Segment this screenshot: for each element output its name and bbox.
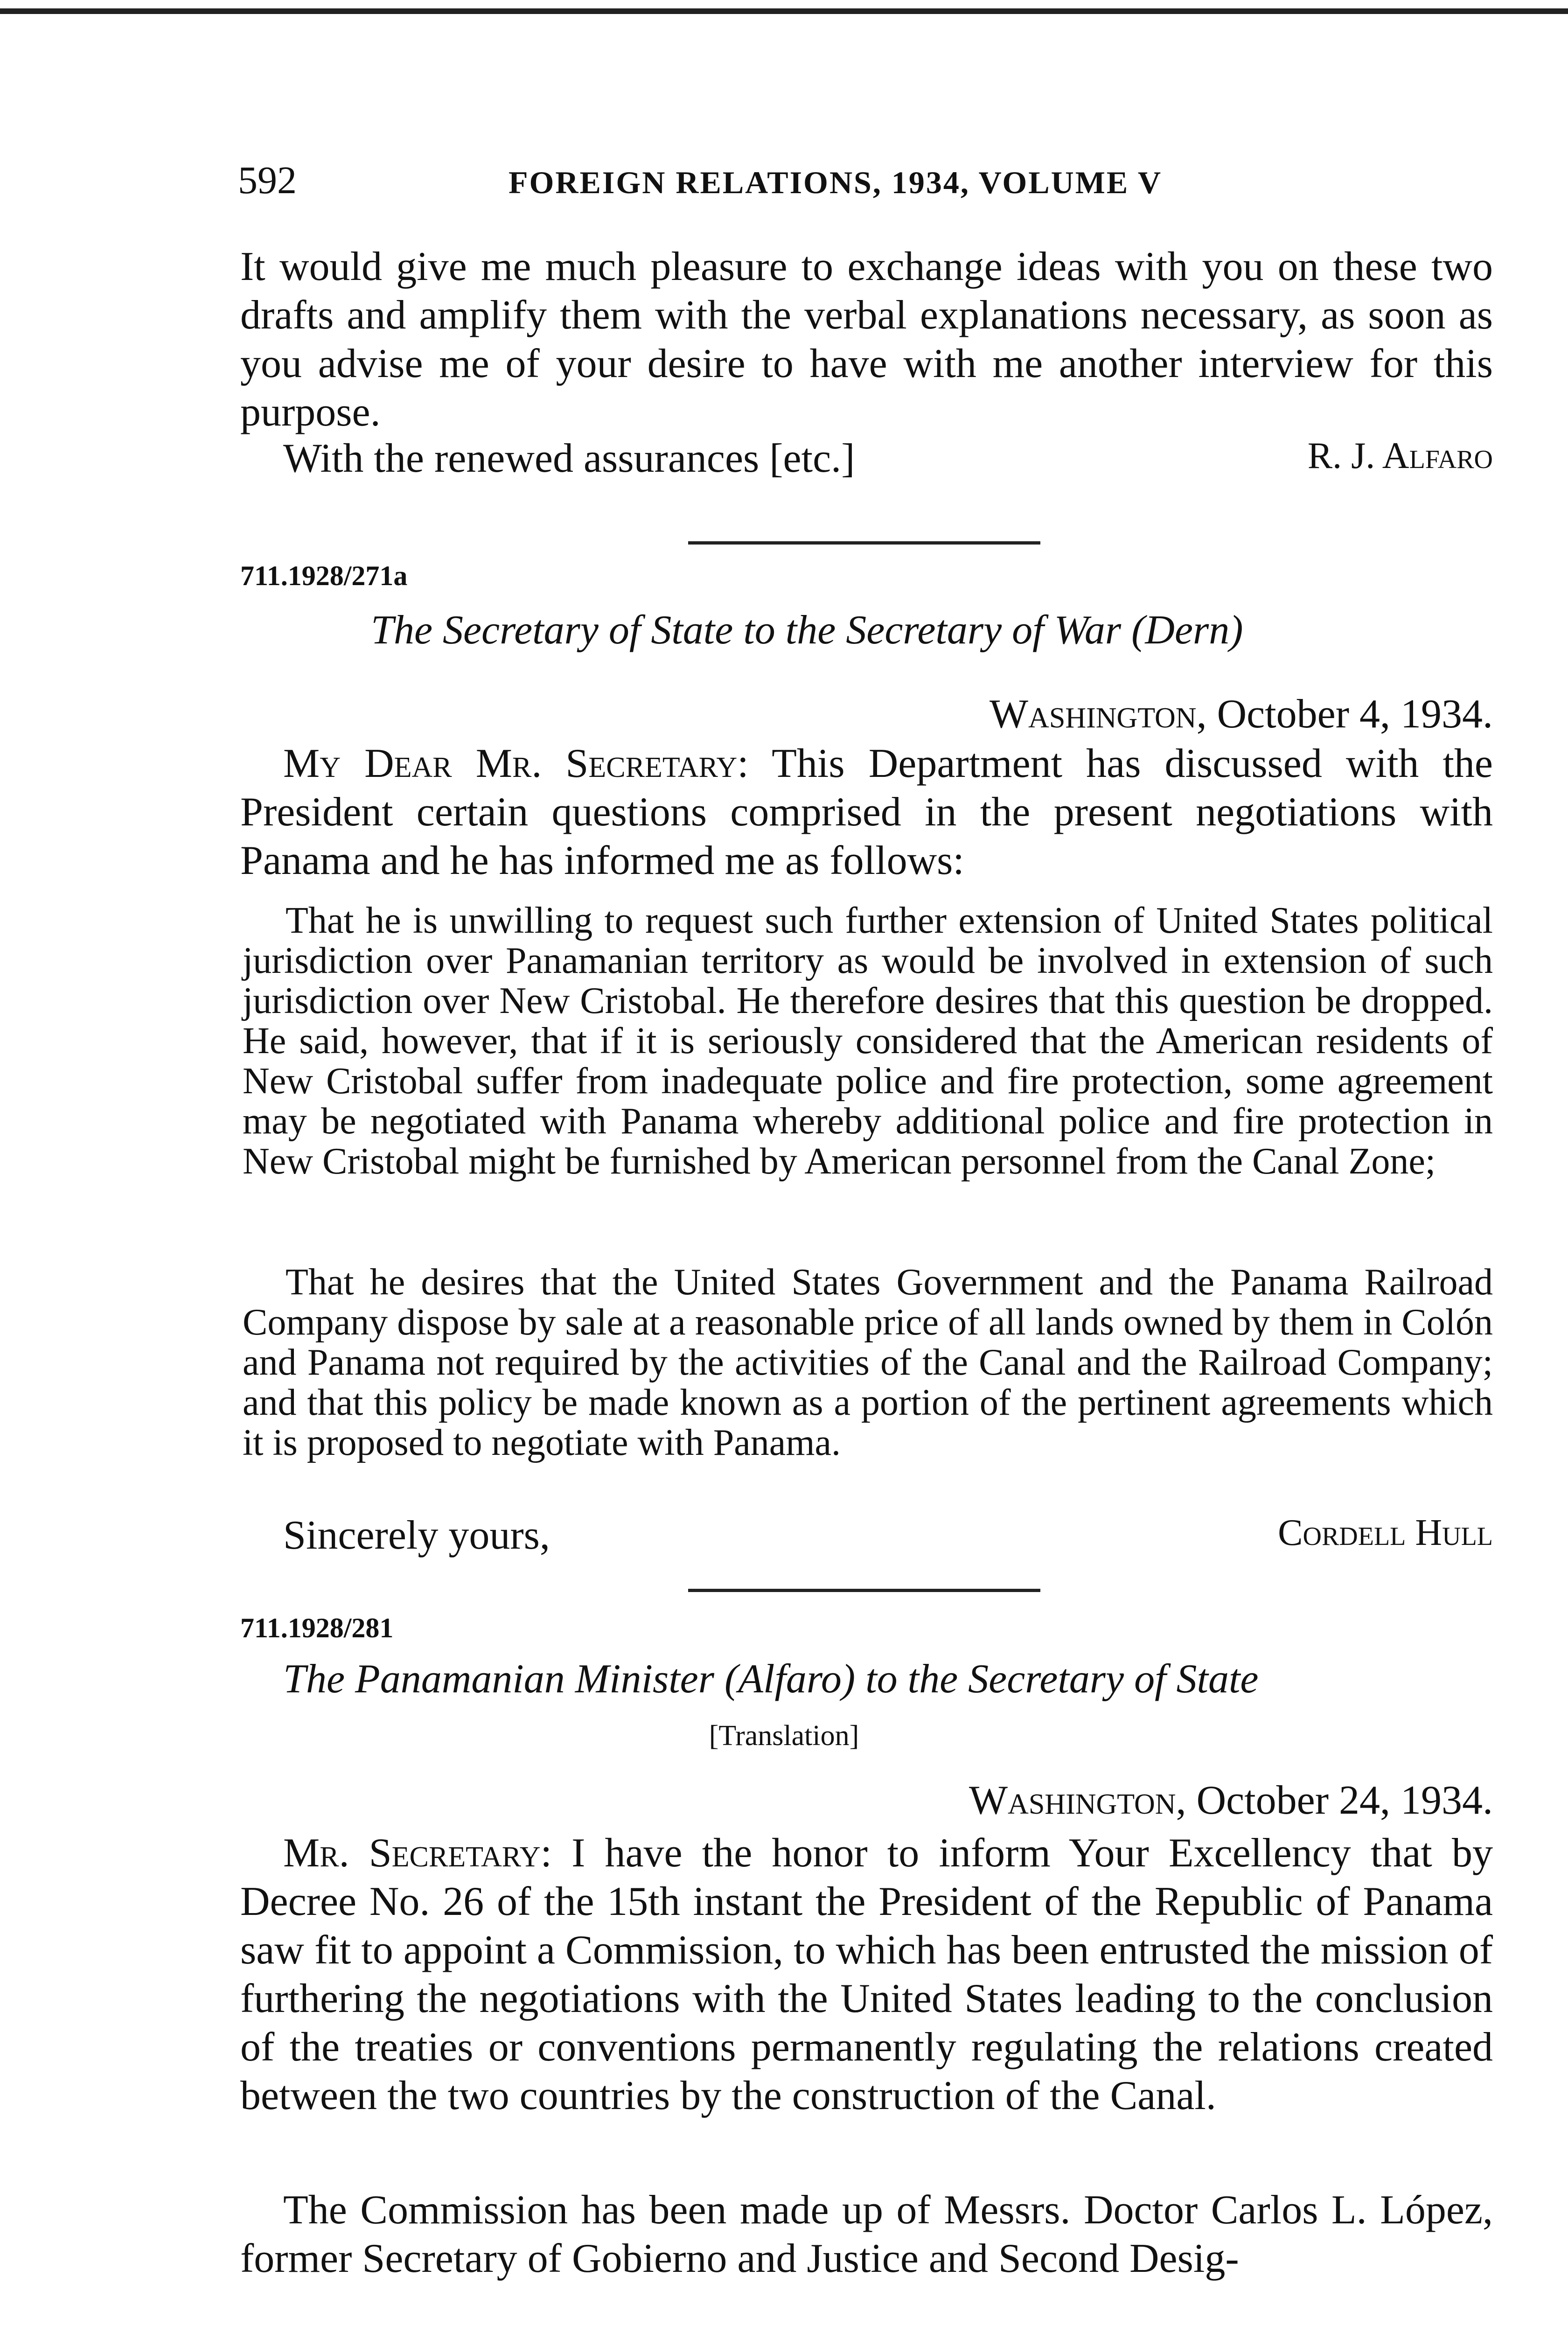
dateline-place: Washington, <box>969 1778 1186 1823</box>
section-divider <box>688 1589 1040 1592</box>
letter1-closing: With the renewed assurances [etc.] <box>283 436 855 481</box>
section-divider <box>688 541 1040 545</box>
salutation: My Dear Mr. Secretary: <box>283 741 749 786</box>
body-paragraph: The Commission has been made up of Messrs. Doctor Carlos L. López, former Secretary of Gobierno and Justice and Second Desig- <box>240 2187 1493 2281</box>
page-top-edge <box>0 8 1568 14</box>
opening-text: This Department has discussed with the President certain questions comprised in the present negotiations with Panama and he has informed me as follows: <box>240 741 1493 883</box>
letter-opening <box>240 740 1493 885</box>
letter1-signature: R. J. Alfaro <box>1307 435 1493 476</box>
signature: Cordell Hull <box>1278 1512 1493 1553</box>
running-title: FOREIGN RELATIONS, 1934, VOLUME V <box>509 165 1163 200</box>
file-number: 711.1928/281 <box>240 1613 394 1643</box>
dateline <box>700 691 1493 738</box>
dateline <box>700 1777 1493 1824</box>
quoted-paragraph: That he desires that the United States Government and the Panama Railroad Company dispose by sale at a reasonable price of all lands owned by them in Colón and Panama not required by the activities of the Canal and the Railroad Company; and that this policy be made known as a portion of the pertinent agreements which it is proposed to negotiate with Panama. <box>243 1262 1493 1463</box>
document-title: The Secretary of State to the Secretary of War (Dern) <box>371 608 1243 653</box>
letter-opening <box>240 1829 1493 2120</box>
salutation: Mr. Secretary: <box>283 1830 552 1876</box>
letter1-paragraph: It would give me much pleasure to exchange ideas with you on these two drafts and amplify them with the verbal explanations necessary, as soon as you advise me of your desire to have with me another interview for this purpose. <box>240 244 1493 435</box>
translation-note: [Translation] <box>709 1720 859 1752</box>
document-title: The Panamanian Minister (Alfaro) to the Secretary of State <box>283 1656 1259 1702</box>
dateline-place: Washington, <box>989 692 1207 737</box>
letter-closing: Sincerely yours, <box>283 1513 550 1558</box>
dateline-date: October 4, 1934. <box>1217 692 1493 737</box>
opening-text: I have the honor to inform Your Excellency that by Decree No. 26 of the 15th instant the President of the Republic of Panama saw fit to appoint a Commission, to which has been entrusted the mission of furthering the negotiations with the United States leading to the conclusion of the treaties or conventions permanently regulating the relations created between the two countries by the construction of the Canal. <box>240 1830 1493 2118</box>
file-number: 711.1928/271a <box>240 560 408 591</box>
dateline-date: October 24, 1934. <box>1196 1778 1493 1823</box>
page-number: 592 <box>238 159 297 202</box>
quoted-paragraph: That he is unwilling to request such further extension of United States political jurisdiction over Panamanian territory as would be involved in extension of such jurisdiction over New Cristobal. He therefore desires that this question be dropped. He said, however, that if it is seriously considered that the American residents of New Cristobal suffer from inadequate police and fire protection, some agreement may be negotiated with Panama whereby additional police and fire protection in New Cristobal might be furnished by American personnel from the Canal Zone; <box>243 900 1493 1182</box>
